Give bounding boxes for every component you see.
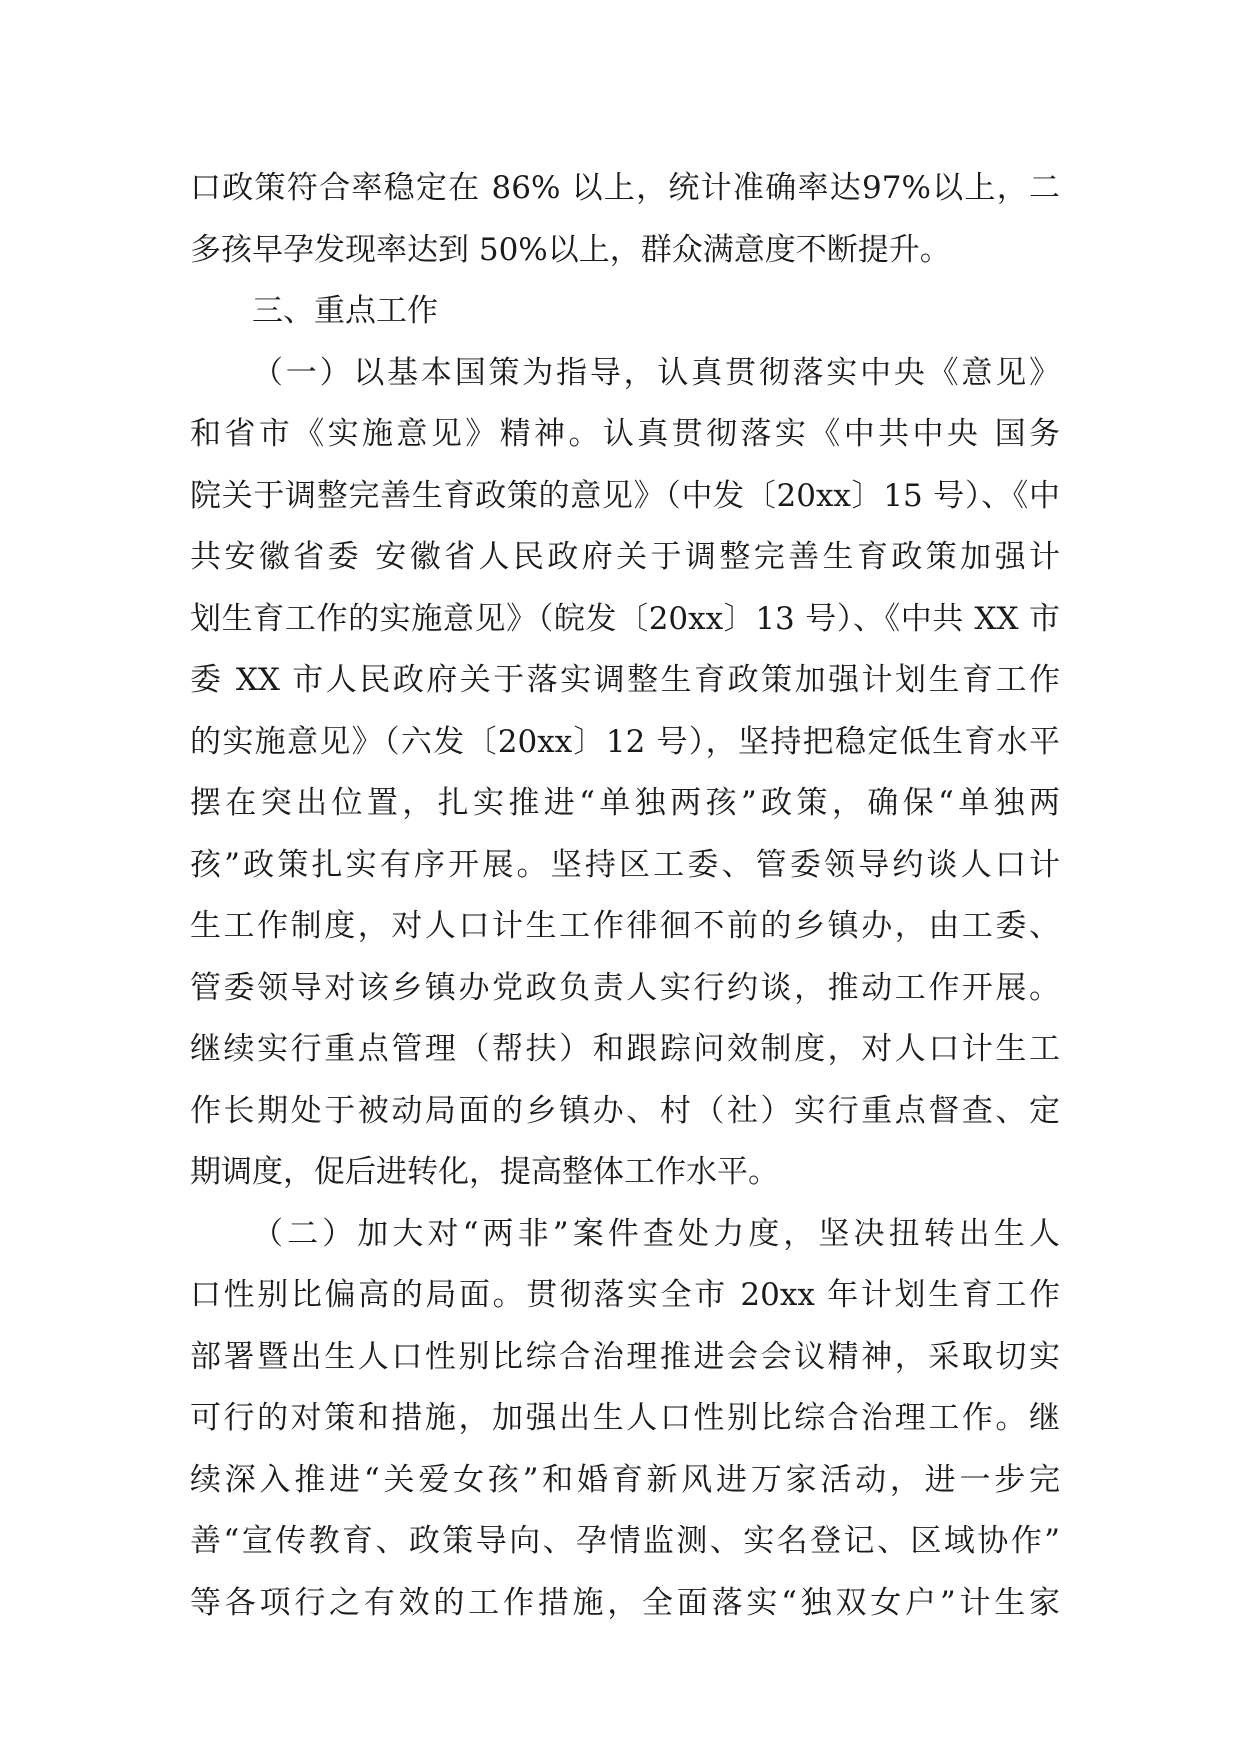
text-line: 孩”政策扎实有序开展。坚持区工委、管委领导约谈人口计 bbox=[190, 846, 1060, 883]
text-line: 口政策符合率稳定在 86% 以上，统计准确率达97%以上，二 bbox=[190, 170, 1060, 206]
text-line: 生工作制度，对人口计生工作徘徊不前的乡镇办，由工委、 bbox=[190, 908, 1060, 944]
text-line: 院关于调整完善生育政策的意见》（中发〔20xx〕15 号）、《中 bbox=[190, 477, 1060, 514]
document-body bbox=[190, 158, 1060, 1634]
text-line: 等各项行之有效的工作措施，全面落实“独双女户”计生家 bbox=[190, 1584, 1060, 1621]
text-line: 口性别比偏高的局面。贯彻落实全市 20xx 年计划生育工作 bbox=[190, 1277, 1060, 1313]
text-line: 管委领导对该乡镇办党政负责人实行约谈，推动工作开展。 bbox=[190, 969, 1060, 1006]
text-line: 善“宣传教育、政策导向、孕情监测、实名登记、区域协作” bbox=[190, 1523, 1060, 1559]
text-line: 委 XX 市人民政府关于落实调整生育政策加强计划生育工作 bbox=[190, 662, 1060, 698]
text-line: 共安徽省委 安徽省人民政府关于调整完善生育政策加强计 bbox=[190, 539, 1060, 575]
text-line: 摆在突出位置，扎实推进“单独两孩”政策，确保“单独两 bbox=[190, 785, 1060, 821]
text-line: 继续实行重点管理（帮扶）和跟踪问效制度，对人口计生工 bbox=[190, 1031, 1060, 1067]
text-line: 划生育工作的实施意见》（皖发〔20xx〕13 号）、《中共 XX 市 bbox=[190, 600, 1060, 637]
text-line: 和省市《实施意见》精神。认真贯彻落实《中共中央 国务 bbox=[190, 416, 1060, 452]
text-line: 期调度，促后进转化，提高整体工作水平。 bbox=[190, 1154, 779, 1190]
text-line: 多孩早孕发现率达到 50%以上，群众满意度不断提升。 bbox=[190, 231, 951, 268]
text-line: （二）加大对“两非”案件查处力度，坚决扭转出生人 bbox=[252, 1215, 1060, 1252]
text-line: 作长期处于被动局面的乡镇办、村（社）实行重点督查、定 bbox=[190, 1092, 1060, 1129]
text-line: 的实施意见》（六发〔20xx〕12 号），坚持把稳定低生育水平 bbox=[190, 723, 1060, 760]
text-line: 可行的对策和措施，加强出生人口性别比综合治理工作。继 bbox=[190, 1400, 1060, 1436]
text-line: 部署暨出生人口性别比综合治理推进会会议精神，采取切实 bbox=[190, 1338, 1060, 1375]
text-line: （一）以基本国策为指导，认真贯彻落实中央《意见》 bbox=[252, 354, 1060, 391]
text-line: 续深入推进“关爱女孩”和婚育新风进万家活动，进一步完 bbox=[190, 1461, 1060, 1498]
section-heading: 三、重点工作 bbox=[252, 293, 438, 329]
